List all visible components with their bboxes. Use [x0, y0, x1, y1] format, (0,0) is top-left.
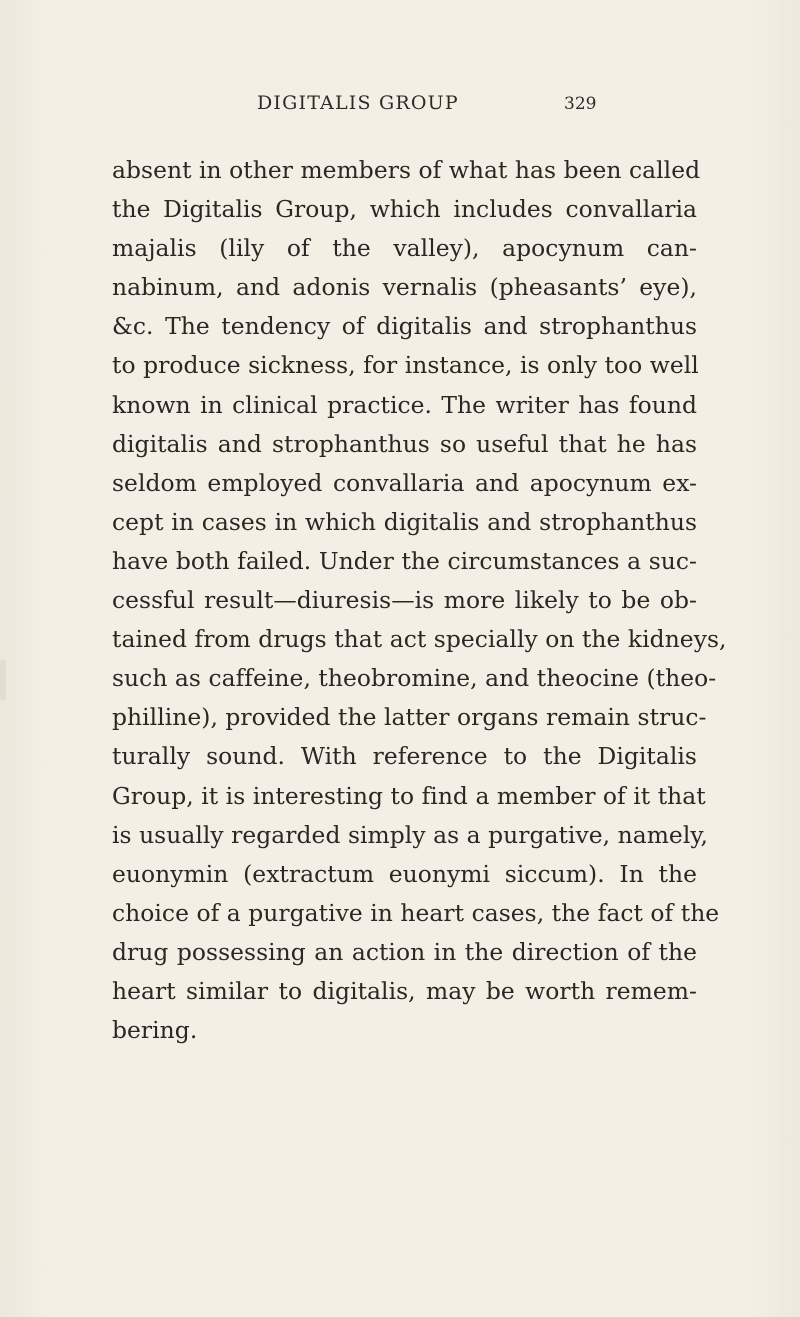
text-line: majalis (lily of the valley), apocynum can- — [112, 234, 697, 263]
text-line: heart similar to digitalis, may be worth remem- — [112, 976, 697, 1005]
text-line: such as caffeine, theobromine, and theocine (theo- — [112, 664, 717, 693]
text-line: to produce sickness, for instance, is only too well — [112, 351, 699, 380]
text-line: cept in cases in which digitalis and strophanthus — [112, 507, 697, 536]
body-paragraph — [112, 151, 727, 1050]
running-head — [257, 92, 637, 122]
text-line: nabinum, and adonis vernalis (pheasants’ eye), — [112, 273, 697, 302]
text-line: tained from drugs that act specially on the kidneys, — [112, 625, 727, 654]
running-head-title: DIGITALIS GROUP — [257, 92, 459, 114]
text-line: seldom employed convallaria and apocynum ex- — [112, 468, 697, 497]
text-line: drug possessing an action in the direction of the — [112, 937, 697, 966]
text-line: known in clinical practice. The writer has found — [112, 390, 697, 419]
text-line: cessful result—diuresis—is more likely to be ob- — [112, 586, 697, 615]
page-edge-shadow — [0, 660, 6, 700]
text-line: is usually regarded simply as a purgative, namely, — [112, 820, 708, 849]
text-line: digitalis and strophanthus so useful that he has — [112, 429, 697, 458]
page-number: 329 — [564, 94, 597, 114]
text-line: euonymin (extractum euonymi siccum). In the — [112, 859, 697, 888]
text-line: turally sound. With reference to the Digitalis — [112, 742, 697, 771]
text-line: &c. The tendency of digitalis and strophanthus — [112, 312, 697, 341]
text-line: have both failed. Under the circumstances a suc- — [112, 546, 697, 575]
text-line: philline), provided the latter organs remain struc- — [112, 703, 707, 732]
text-line: absent in other members of what has been called — [112, 156, 701, 184]
text-line: the Digitalis Group, which includes convallaria — [112, 195, 697, 224]
text-line: choice of a purgative in heart cases, the fact of the — [112, 898, 720, 927]
text-line: Group, it is interesting to find a member of it that — [112, 781, 706, 810]
text-line: bering. — [112, 1016, 198, 1045]
